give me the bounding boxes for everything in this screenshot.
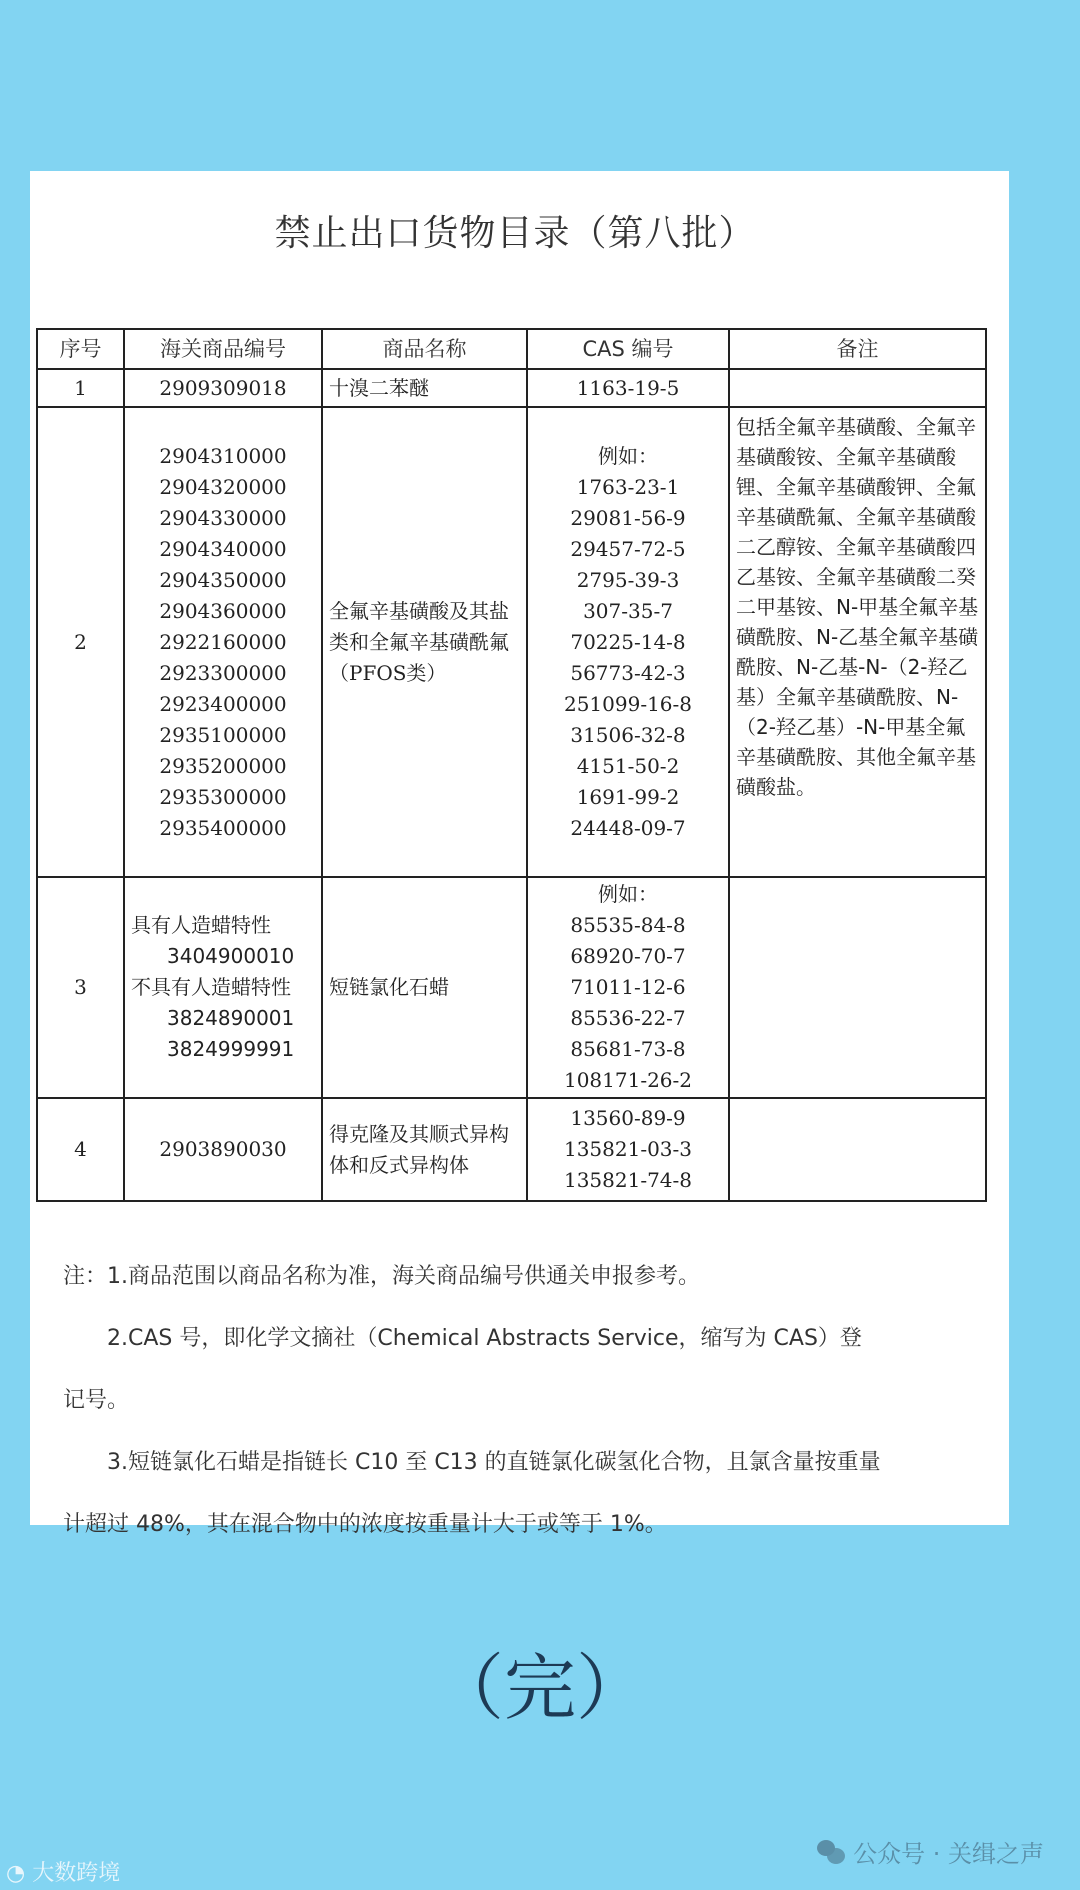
row-name (322, 407, 527, 877)
row-no: 2 (37, 407, 124, 877)
row-name: 十溴二苯醚 (322, 369, 527, 407)
list-line: 例如： (598, 443, 658, 468)
note-1: 注：1.商品范围以商品名称为准，海关商品编号供通关申报参考。 (63, 1264, 700, 1289)
list-line: 2904330000 (159, 505, 287, 530)
list-line: 2904310000 (159, 443, 287, 468)
list-line: 85535-84-8 (570, 913, 686, 937)
table-row (37, 1098, 986, 1201)
list-line: 85536-22-7 (570, 1006, 686, 1030)
list-line: 不具有人造蜡特性 (131, 975, 291, 999)
list-line: 4151-50-2 (576, 753, 680, 778)
row-no: 4 (37, 1098, 124, 1201)
list-line: 108171-26-2 (563, 1068, 693, 1092)
source-watermark (6, 1856, 120, 1887)
wechat-icon (817, 1840, 845, 1864)
wechat-watermark (817, 1834, 1044, 1869)
row-cas: 1163-19-5 (527, 369, 729, 407)
watermark-source: 大数跨境 (32, 1861, 121, 1886)
watermark-account: 公众号 · 关缉之声 (853, 1840, 1044, 1868)
list-line: 251099-16-8 (563, 691, 693, 716)
list-line: 2935300000 (159, 784, 287, 809)
list-line: 2935200000 (159, 753, 287, 778)
list-line: 2923300000 (159, 660, 287, 685)
list-line: 85681-73-8 (570, 1037, 686, 1061)
table-row (37, 369, 986, 407)
row-note: 包括全氟辛基磺酸、全氟辛基磺酸铵、全氟辛基磺酸锂、全氟辛基磺酸钾、全氟辛基磺酰氟、全氟辛基磺酸二乙醇铵、全氟辛基磺酸四乙基铵、全氟辛基磺酸二癸二甲基铵、N-甲基全氟辛基磺酰胺、N-乙基全氟辛基磺酰胺、N-乙基-N-（2-羟乙基）全氟辛基磺酰胺、N-（2-羟乙基）-N-甲基全氟辛基磺酰胺、其他全氟辛基磺酸盐。 (729, 407, 986, 877)
end-mark: （完） (431, 1646, 648, 1730)
row-codes: 2909309018 (124, 369, 322, 407)
table-header-row (37, 329, 986, 369)
notes (63, 1246, 883, 1556)
row-name-main: 全氟辛基磺酸及其盐类和全氟辛基磺酰氟 (329, 598, 509, 654)
row-note (729, 877, 986, 1098)
logo-icon: ◔ (6, 1861, 33, 1886)
list-line: 2795-39-3 (576, 567, 680, 592)
row-cas (527, 1098, 729, 1201)
row-note (729, 369, 986, 407)
list-line: 3824999991 (167, 1037, 295, 1061)
note-2: 2.CAS 号，即化学文摘社（Chemical Abstracts Service，缩写为 CAS）登记号。 (63, 1326, 862, 1413)
row-cas (527, 877, 729, 1098)
list-line: 3404900010 (167, 944, 295, 968)
row-codes (124, 407, 322, 877)
note-3: 3.短链氯化石蜡是指链长 C10 至 C13 的直链氯化碳氢化合物，且氯含量按重量计超过 48%，其在混合物中的浓度按重量计大于或等于 1%。 (63, 1450, 881, 1537)
prohibited-goods-table (36, 328, 987, 1202)
list-line: 29081-56-9 (570, 505, 686, 530)
row-no: 3 (37, 877, 124, 1098)
list-line: 71011-12-6 (570, 975, 686, 999)
list-line: 29457-72-5 (570, 536, 686, 561)
list-line: 例如： (598, 882, 658, 906)
row-codes (124, 877, 322, 1098)
list-line: 2922160000 (159, 629, 287, 654)
header-no: 序号 (37, 329, 124, 369)
document-title: 禁止出口货物目录（第八批） (274, 213, 756, 254)
header-customs-code: 海关商品编号 (124, 329, 322, 369)
list-line: 具有人造蜡特性 (131, 913, 271, 937)
table-row (37, 877, 986, 1098)
row-note (729, 1098, 986, 1201)
list-line: 1691-99-2 (576, 784, 680, 809)
header-product-name: 商品名称 (322, 329, 527, 369)
list-line: 70225-14-8 (570, 629, 686, 654)
list-line: 31506-32-8 (570, 722, 686, 747)
list-line: 2923400000 (159, 691, 287, 716)
list-line: 2904350000 (159, 567, 287, 592)
table-row (37, 407, 986, 877)
row-cas (527, 407, 729, 877)
list-line: 307-35-7 (583, 598, 673, 623)
list-line: 2935100000 (159, 722, 287, 747)
list-line: 68920-70-7 (570, 944, 686, 968)
row-codes: 2903890030 (124, 1098, 322, 1201)
list-line: 1763-23-1 (576, 474, 680, 499)
list-line: 2935400000 (159, 815, 287, 840)
list-line: 3824890001 (167, 1006, 295, 1030)
list-line: 13560-89-9 (570, 1106, 686, 1130)
header-cas: CAS 编号 (527, 329, 729, 369)
list-line: 2904360000 (159, 598, 287, 623)
list-line: 135821-74-8 (563, 1168, 693, 1192)
row-name-sub: （PFOS类） (329, 660, 447, 685)
list-line: 2904320000 (159, 474, 287, 499)
list-line: 56773-42-3 (570, 660, 686, 685)
list-line: 135821-03-3 (563, 1137, 693, 1161)
header-remarks: 备注 (729, 329, 986, 369)
list-line: 2904340000 (159, 536, 287, 561)
row-name: 短链氯化石蜡 (322, 877, 527, 1098)
list-line: 24448-09-7 (570, 815, 686, 840)
row-no: 1 (37, 369, 124, 407)
row-name: 得克隆及其顺式异构体和反式异构体 (322, 1098, 527, 1201)
